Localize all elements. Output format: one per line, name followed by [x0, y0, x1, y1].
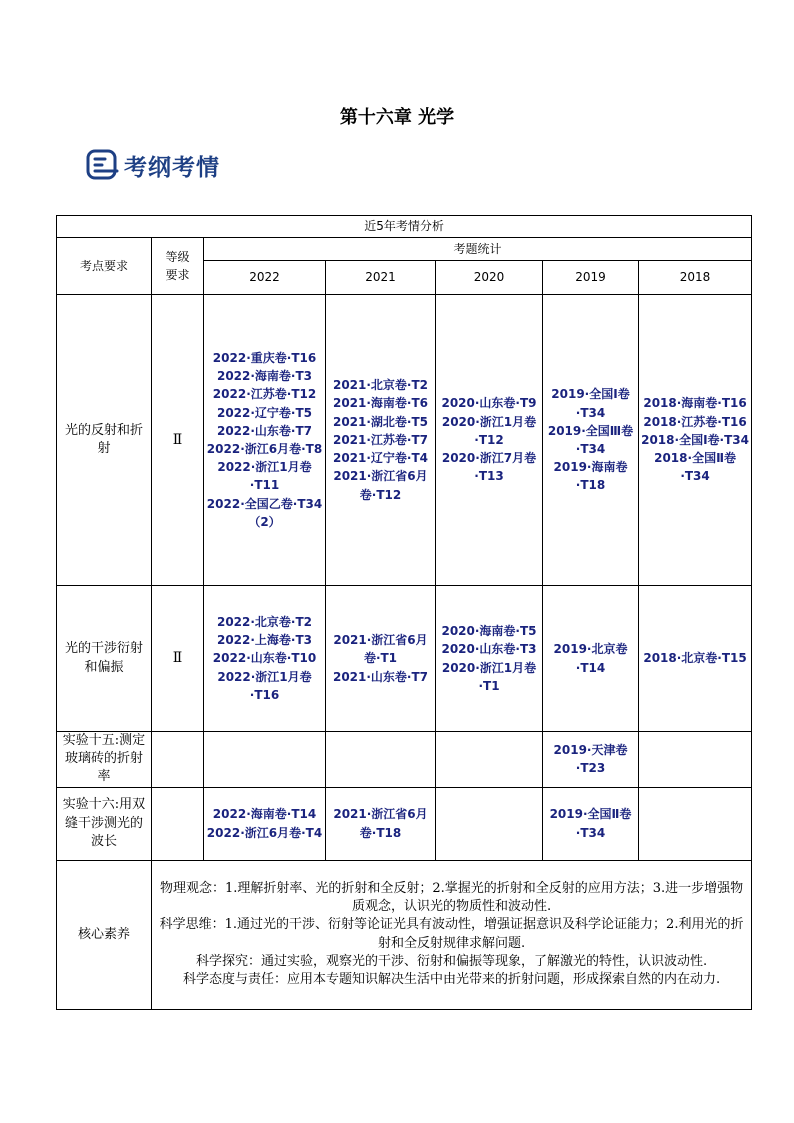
stats-cell	[436, 586, 543, 732]
level-cell	[152, 732, 204, 788]
table-row	[57, 586, 752, 732]
stats-cell	[436, 732, 543, 788]
exam-reference: 2019·北京卷·T14	[553, 642, 628, 675]
exam-reference: 2021·北京卷·T2	[332, 378, 429, 393]
point-cell: 光的干涉衍射和偏振	[57, 586, 152, 732]
exam-reference: 2020·浙江7月卷·T13	[441, 451, 537, 484]
exam-reference: 2019·天津卷·T23	[553, 743, 628, 776]
exam-reference: 2018·全国Ⅱ卷·T34	[654, 451, 736, 484]
stats-cell	[326, 295, 436, 586]
stats-cell	[436, 295, 543, 586]
stats-cell	[639, 295, 752, 586]
chapter-title: 第十六章 光学	[339, 107, 455, 128]
stats-cell	[204, 586, 326, 732]
exam-reference: 2022·全国乙卷·T34（2）	[206, 496, 323, 529]
section-heading	[86, 148, 220, 182]
core-line: 科学态度与责任：应用本专题知识解决生活中由光带来的折射问题，形成探索自然的内在动力.	[182, 972, 721, 988]
exam-reference: 2018·江苏卷·T16	[643, 414, 747, 429]
exam-reference: 2022·上海卷·T3	[216, 633, 313, 648]
core-line: 科学思维：1.通过光的干涉、衍射等论证光具有波动性，增强证据意识及科学论证能力；2.利用光的折射和全反射规律求解问题.	[159, 917, 744, 951]
stats-cell	[326, 586, 436, 732]
exam-reference: 2021·湖北卷·T5	[332, 414, 429, 429]
table-row	[57, 295, 752, 586]
stats-cell	[639, 787, 752, 860]
exam-reference: 2022·北京卷·T2	[216, 614, 313, 629]
exam-reference: 2019·海南卷·T18	[553, 460, 628, 493]
core-literacy-row	[57, 860, 752, 1009]
exam-reference: 2022·海南卷·T14	[212, 807, 317, 822]
exam-reference: 2021·浙江省6月卷·T12	[333, 469, 428, 502]
exam-reference: 2018·海南卷·T16	[643, 396, 747, 411]
level-cell: Ⅱ	[152, 586, 204, 732]
section-label: 考纲考情	[124, 154, 220, 181]
document-icon	[86, 148, 120, 182]
exam-reference: 2022·浙江6月卷·T8	[206, 442, 323, 456]
table-row	[57, 787, 752, 860]
core-label: 核心素养	[57, 860, 152, 1009]
exam-reference: 2022·江苏卷·T12	[212, 387, 317, 402]
stats-cell	[326, 787, 436, 860]
stats-cell	[204, 732, 326, 788]
point-cell: 实验十五:测定玻璃砖的折射率	[57, 732, 152, 788]
core-content	[152, 860, 752, 1009]
stats-cell	[204, 295, 326, 586]
exam-reference: 2021·辽宁卷·T4	[332, 451, 429, 466]
exam-reference: 2021·浙江省6月卷·T18	[333, 807, 428, 840]
stats-cell	[639, 586, 752, 732]
exam-reference: 2020·山东卷·T3	[441, 642, 537, 657]
header-point: 考点要求	[57, 238, 152, 295]
exam-reference: 2022·山东卷·T7	[216, 423, 313, 438]
exam-reference: 2020·浙江1月卷·T12	[441, 414, 537, 447]
stats-cell	[639, 732, 752, 788]
exam-reference: 2022·海南卷·T3	[216, 369, 313, 384]
stats-cell	[436, 787, 543, 860]
exam-reference: 2020·浙江1月卷·T1	[441, 660, 537, 693]
stats-cell	[543, 586, 639, 732]
header-year: 2019	[543, 261, 639, 295]
exam-reference: 2021·海南卷·T6	[332, 396, 429, 411]
level-cell	[152, 787, 204, 860]
level-cell: Ⅱ	[152, 295, 204, 586]
header-stats: 考题统计	[204, 238, 752, 261]
table-row	[57, 732, 752, 788]
stats-cell	[543, 732, 639, 788]
exam-reference: 2022·浙江1月卷·T16	[217, 669, 312, 702]
exam-reference: 2020·山东卷·T9	[441, 396, 537, 411]
header-year: 2021	[326, 261, 436, 295]
exam-reference: 2018·全国Ⅰ卷·T34	[641, 432, 749, 447]
exam-reference: 2021·山东卷·T7	[332, 669, 429, 684]
exam-reference: 2020·海南卷·T5	[441, 624, 537, 639]
exam-reference: 2019·全国Ⅰ卷·T34	[551, 387, 630, 420]
stats-cell	[543, 787, 639, 860]
header-level: 等级要求	[152, 238, 204, 295]
exam-reference: 2018·北京卷·T15	[643, 651, 747, 666]
exam-reference: 2022·浙江6月卷·T4	[206, 825, 323, 840]
header-year: 2022	[204, 261, 326, 295]
exam-reference: 2022·山东卷·T10	[212, 651, 317, 666]
point-cell: 光的反射和折射	[57, 295, 152, 586]
core-line: 科学探究：通过实验，观察光的干涉、衍射和偏振等现象，了解激光的特性，认识波动性.	[195, 953, 708, 969]
exam-reference: 2019·全国Ⅲ卷·T34	[547, 423, 634, 456]
exam-reference: 2021·浙江省6月卷·T1	[333, 633, 428, 666]
exam-reference: 2022·辽宁卷·T5	[216, 405, 313, 420]
exam-analysis-table	[56, 215, 752, 1010]
header-year: 2020	[436, 261, 543, 295]
header-year: 2018	[639, 261, 752, 295]
stats-cell	[204, 787, 326, 860]
exam-reference: 2019·全国Ⅱ卷·T34	[549, 807, 632, 840]
exam-reference: 2022·重庆卷·T16	[212, 350, 317, 365]
exam-reference: 2021·江苏卷·T7	[332, 432, 429, 447]
stats-cell	[543, 295, 639, 586]
core-line: 物理观念：1.理解折射率、光的折射和全反射；2.掌握光的折射和全反射的应用方法；3.进一步增强物质观念，认识光的物质性和波动性.	[159, 881, 744, 915]
stats-cell	[326, 732, 436, 788]
point-cell: 实验十六:用双缝干涉测光的波长	[57, 787, 152, 860]
table-title: 近5年考情分析	[57, 216, 752, 238]
exam-reference: 2022·浙江1月卷·T11	[217, 460, 312, 493]
